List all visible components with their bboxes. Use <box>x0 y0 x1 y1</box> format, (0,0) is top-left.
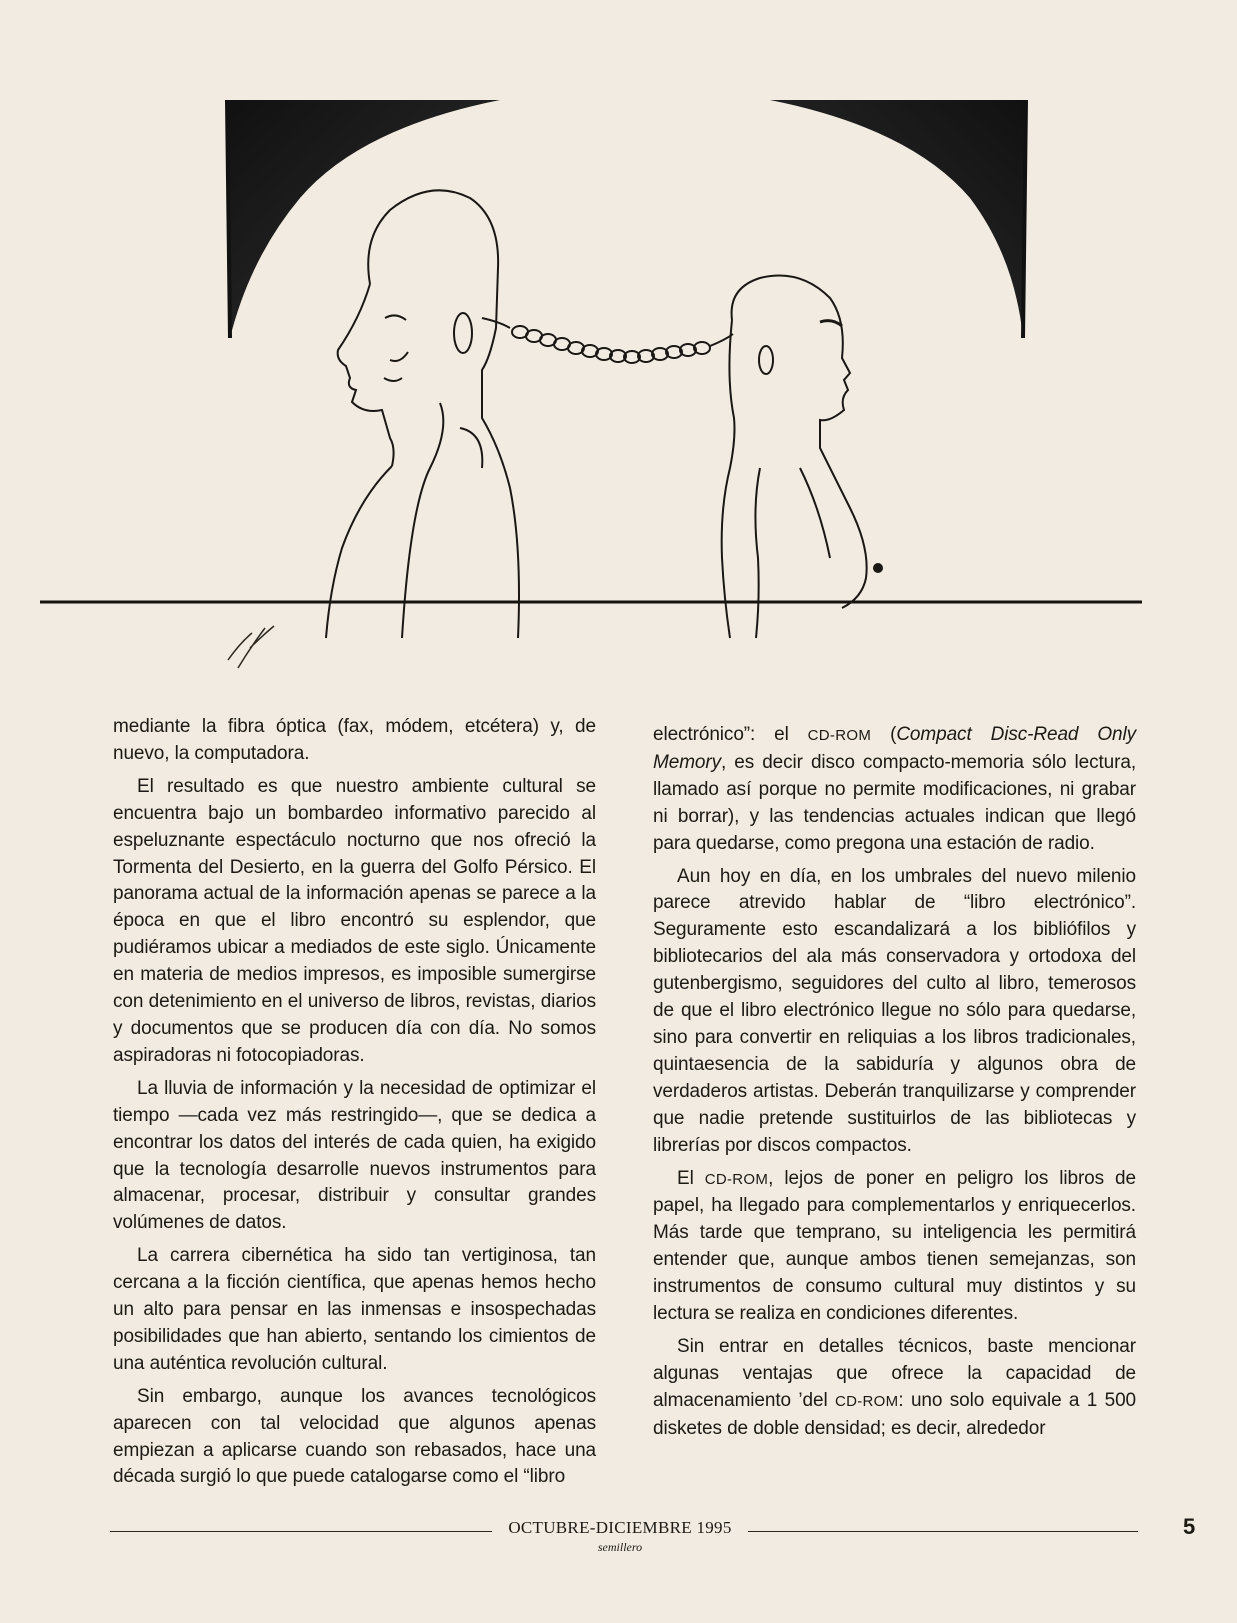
paragraph: La lluvia de información y la necesidad de optimizar el tiempo —cada vez más restringido—, que se dedica a encontrar los datos del interés de cada quien, ha exigido que la tecnología desarrolle nuevos instrumentos para almacenar, procesar, distribuir y consultar grandes volúmenes de datos. <box>113 1077 596 1234</box>
right-figure <box>722 276 882 639</box>
paragraph: La carrera cibernética ha sido tan vertiginosa, tan cercana a la ficción científica, que apenas hemos hecho un alto para pensar en las inmensas e insospechadas posibilidades que han abierto, sentando los cimientos de una auténtica revolución cultural. <box>113 1245 596 1374</box>
footer-rule-right <box>748 1531 1138 1532</box>
right-corner-shading <box>770 100 1026 338</box>
paragraph: El resultado es que nuestro ambiente cultural se encuentra bajo un bombardeo informativo parecido al espeluznante espectáculo nocturno que nos ofreció la Tormenta del Desierto, en la guerra del Golfo Pérsico. El panorama actual de la información apenas se parece a la época en que el libro encontró su esplendor, que pudiéramos ubicar a mediados de este siglo. Únicamente en materia de medios impresos, es imposible sumergirse con detenimiento en el universo de libros, revistas, diarios y documentos que se producen día con día. No somos aspiradoras ni fotocopiadoras. <box>113 775 596 1066</box>
paragraph: Aun hoy en día, en los umbrales del nuevo milenio parece atrevido hablar de “libro electrónico”. Seguramente esto escandalizará a los bibliófilos y bibliotecarios del ala más conservadora y ortodoxa del gutenbergismo, seguidores del culto al libro, temerosos de que el libro electrónico llegue no sólo para quedarse, sino para convertir en reliquias a los libros tradicionales, quintaesencia de la sabiduría y algunos obra de verdaderos artistas. Deberán tranquilizarse y comprender que nadie pretende sustituirlos de las bibliotecas y librerías por discos compactos. <box>653 865 1136 1156</box>
cdrom-term: CD-ROM <box>704 1170 769 1188</box>
paragraph: Sin embargo, aunque los avances tecnológicos aparecen con tal velocidad que algunos apenas empiezan a aplicarse cuando son rebasados, hace una década surgió lo que puede catalogarse como el “libro <box>113 1385 596 1488</box>
paragraph <box>653 1166 1136 1328</box>
text-run: El <box>677 1167 705 1189</box>
cdrom-term: CD-ROM <box>834 1392 899 1410</box>
text-run: , lejos de poner en peligro los libros de papel, ha llegado para complementarlos y enriquecerlos. Más tarde que temprano, su inteligencia les permitirá entender que, aunque ambos tienen semejanzas, son instrumentos de consumo cultural muy distintos y su lectura se realiza en condiciones diferentes. <box>653 1167 1136 1325</box>
italic-term: Compact Disc-Read Only Memory <box>653 724 1136 773</box>
text-run: Sin entrar en detalles técnicos, baste mencionar algunas ventajas que ofrece la capacidad de almacenamiento ’del <box>653 1335 1136 1411</box>
text-column-right <box>653 722 1136 1449</box>
paragraph: mediante la fibra óptica (fax, módem, etcétera) y, de nuevo, la computadora. <box>113 716 596 764</box>
text-run: ( <box>871 724 897 745</box>
cdrom-term: CD-ROM <box>807 727 872 744</box>
footer-rule-left <box>110 1531 492 1532</box>
illustration <box>30 88 1150 698</box>
left-figure <box>326 190 519 638</box>
magazine-name: semillero <box>597 1540 643 1554</box>
connecting-cord <box>482 318 733 363</box>
issue-date: OCTUBRE-DICIEMBRE 1995 <box>508 1518 732 1537</box>
text-run: electrónico”: el <box>653 724 808 745</box>
paragraph <box>653 1334 1136 1443</box>
text-run: , es decir disco compacto-memoria sólo lectura, llamado así porque no permite modificaciones, ni grabar ni borrar), y las tendencias actuales indican que llegó para quedarse, como pregona una estación de radio. <box>653 751 1136 854</box>
text-column-left <box>113 714 596 1497</box>
text-run: : uno solo equivale a 1 500 disketes de doble densidad; es decir, alrededor <box>653 1389 1136 1439</box>
artist-signature <box>228 626 274 668</box>
page-number: 5 <box>1183 1514 1196 1539</box>
paragraph <box>653 722 1136 858</box>
